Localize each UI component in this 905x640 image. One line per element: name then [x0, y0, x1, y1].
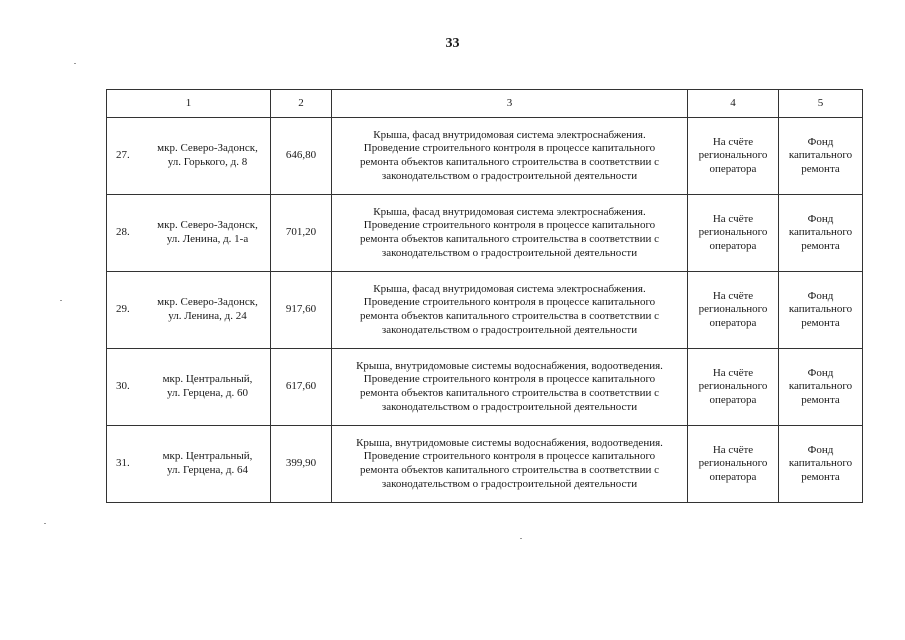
works-line: Крыша, фасад внутридомовая система электроснабжения. [373, 205, 646, 218]
fund-line: ремонта [801, 316, 840, 329]
address-cell [107, 118, 271, 195]
address-text [151, 142, 264, 169]
works-line: законодательством о градостроительной деятельности [381, 323, 638, 336]
account-cell [688, 349, 779, 426]
account-line: регионального [698, 149, 768, 162]
column-header-3: 3 [332, 90, 688, 118]
account-cell [688, 426, 779, 503]
address-cell [107, 195, 271, 272]
address-line: мкр. Центральный, [162, 373, 253, 386]
scan-speck [74, 63, 76, 64]
fund-line: капитального [788, 149, 853, 162]
fund-line: Фонд [807, 289, 834, 302]
address-line: ул. Ленина, д. 24 [168, 310, 247, 322]
fund-line: капитального [788, 380, 853, 393]
area-cell: 917,60 [271, 272, 332, 349]
works-line: законодательством о градостроительной деятельности [381, 400, 638, 413]
account-line: оператора [709, 162, 757, 175]
fund-line: ремонта [801, 239, 840, 252]
scan-speck [44, 523, 46, 524]
fund-line: капитального [788, 303, 853, 316]
works-line: Крыша, внутридомовые системы водоснабжения, водоотведения. [356, 436, 663, 449]
address-line: мкр. Северо-Задонск, [157, 296, 258, 309]
table-row [107, 426, 863, 503]
works-line: Крыша, внутридомовые системы водоснабжения, водоотведения. [356, 359, 663, 372]
address-line: ул. Ленина, д. 1-а [166, 233, 249, 245]
table-row [107, 118, 863, 195]
account-line: На счёте [712, 366, 754, 379]
fund-line: Фонд [807, 135, 834, 148]
works-line: законодательством о градостроительной деятельности [381, 169, 638, 182]
account-line: оператора [709, 239, 757, 252]
scan-speck [520, 538, 522, 539]
works-line: Крыша, фасад внутридомовая система электроснабжения. [373, 282, 646, 295]
address-line: мкр. Северо-Задонск, [157, 142, 258, 155]
account-cell [688, 195, 779, 272]
address-text [151, 373, 264, 400]
column-header-4: 4 [688, 90, 779, 118]
fund-cell [779, 118, 863, 195]
account-cell [688, 118, 779, 195]
works-cell [332, 118, 688, 195]
column-header-2: 2 [271, 90, 332, 118]
address-cell [107, 349, 271, 426]
fund-cell [779, 195, 863, 272]
works-line: ремонта объектов капитального строительства в соответствии с [360, 156, 659, 168]
fund-line: ремонта [801, 162, 840, 175]
address-line: ул. Герцена, д. 60 [166, 387, 249, 399]
works-line: ремонта объектов капитального строительства в соответствии с [360, 233, 659, 245]
address-line: мкр. Центральный, [162, 450, 253, 463]
works-line: ремонта объектов капитального строительства в соответствии с [360, 387, 659, 399]
works-line: ремонта объектов капитального строительства в соответствии с [360, 464, 659, 476]
works-cell [332, 349, 688, 426]
repair-works-table [106, 89, 863, 503]
area-cell: 701,20 [271, 195, 332, 272]
address-text [151, 219, 264, 246]
works-line: Проведение строительного контроля в процессе капитального [363, 450, 656, 463]
account-line: регионального [698, 226, 768, 239]
address-cell [107, 426, 271, 503]
works-line: законодательством о градостроительной деятельности [381, 477, 638, 490]
table-row [107, 195, 863, 272]
page-number: 33 [445, 36, 460, 51]
address-line: ул. Герцена, д. 64 [166, 464, 249, 476]
fund-line: Фонд [807, 443, 834, 456]
address-text [151, 296, 264, 323]
fund-line: капитального [788, 457, 853, 470]
fund-line: Фонд [807, 366, 834, 379]
account-line: На счёте [712, 135, 754, 148]
table-row [107, 272, 863, 349]
works-line: Проведение строительного контроля в процессе капитального [363, 142, 656, 155]
works-line: Проведение строительного контроля в процессе капитального [363, 219, 656, 232]
fund-line: ремонта [801, 393, 840, 406]
account-line: оператора [709, 393, 757, 406]
account-line: На счёте [712, 443, 754, 456]
account-line: регионального [698, 303, 768, 316]
account-cell [688, 272, 779, 349]
works-line: Проведение строительного контроля в процессе капитального [363, 296, 656, 309]
address-line: мкр. Северо-Задонск, [157, 219, 258, 232]
header-row [107, 90, 863, 118]
area-cell: 617,60 [271, 349, 332, 426]
fund-line: Фонд [807, 212, 834, 225]
fund-cell [779, 426, 863, 503]
account-line: На счёте [712, 212, 754, 225]
row-number: 27. [116, 149, 130, 162]
area-cell: 646,80 [271, 118, 332, 195]
column-header-1: 1 [107, 90, 271, 118]
column-header-5: 5 [779, 90, 863, 118]
works-line: Проведение строительного контроля в процессе капитального [363, 373, 656, 386]
row-number: 28. [116, 226, 130, 239]
address-line: ул. Горького, д. 8 [167, 156, 248, 168]
address-text [151, 450, 264, 477]
works-line: Крыша, фасад внутридомовая система электроснабжения. [373, 128, 646, 141]
works-cell [332, 272, 688, 349]
scan-speck [60, 300, 62, 301]
account-line: оператора [709, 470, 757, 483]
fund-line: капитального [788, 226, 853, 239]
account-line: регионального [698, 380, 768, 393]
account-line: регионального [698, 457, 768, 470]
table-row [107, 349, 863, 426]
row-number: 30. [116, 380, 130, 393]
row-number: 31. [116, 457, 130, 470]
fund-cell [779, 272, 863, 349]
fund-cell [779, 349, 863, 426]
works-cell [332, 426, 688, 503]
address-cell [107, 272, 271, 349]
account-line: оператора [709, 316, 757, 329]
works-line: законодательством о градостроительной деятельности [381, 246, 638, 259]
fund-line: ремонта [801, 470, 840, 483]
works-line: ремонта объектов капитального строительства в соответствии с [360, 310, 659, 322]
account-line: На счёте [712, 289, 754, 302]
area-cell: 399,90 [271, 426, 332, 503]
row-number: 29. [116, 303, 130, 316]
works-cell [332, 195, 688, 272]
